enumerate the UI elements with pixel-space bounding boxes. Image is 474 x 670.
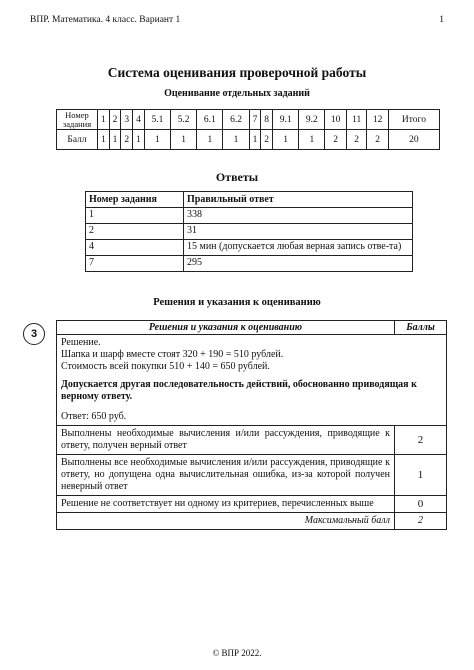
task-cell: 4 xyxy=(133,110,145,130)
task-cell: 5.2 xyxy=(171,110,197,130)
answers-header-answer: Правильный ответ xyxy=(184,192,413,208)
criterion-row xyxy=(57,496,447,513)
page-footer: © ВПР 2022. xyxy=(212,648,262,658)
criterion-points: 2 xyxy=(395,426,447,455)
solution-header-points: Баллы xyxy=(395,321,447,335)
points-cell: 1 xyxy=(223,130,249,150)
table-row xyxy=(86,208,413,224)
points-cell: 1 xyxy=(171,130,197,150)
task-cell: 9.1 xyxy=(273,110,299,130)
table-row xyxy=(86,224,413,240)
points-cell: 2 xyxy=(325,130,346,150)
table-row xyxy=(86,256,413,272)
score-table-title: Оценивание отдельных заданий xyxy=(164,88,310,99)
task-cell: 3 xyxy=(121,110,133,130)
points-cell: 2 xyxy=(261,130,273,150)
table-row xyxy=(86,240,413,256)
solution-answer: Ответ: 650 руб. xyxy=(61,411,127,422)
points-cell: 1 xyxy=(299,130,325,150)
points-cell: 1 xyxy=(144,130,170,150)
solution-body-row xyxy=(57,335,447,426)
points-cell: 20 xyxy=(388,130,439,150)
points-cell: 2 xyxy=(367,130,388,150)
criterion-points: 1 xyxy=(395,455,447,496)
answer-task-number: 4 xyxy=(86,240,184,256)
solutions-title: Решения и указания к оцениванию xyxy=(153,297,321,308)
solution-body xyxy=(57,335,447,426)
max-score-label: Максимальный балл xyxy=(57,513,395,530)
answer-value: 31 xyxy=(184,224,413,240)
points-cell: 1 xyxy=(98,130,110,150)
answer-task-number: 1 xyxy=(86,208,184,224)
task-cell: 2 xyxy=(109,110,121,130)
document-title: Система оценивания проверочной работы xyxy=(107,65,367,80)
task-number-badge: 3 xyxy=(23,323,45,345)
task-cell: 11 xyxy=(346,110,367,130)
task-cell: 5.1 xyxy=(144,110,170,130)
task-cell: 8 xyxy=(261,110,273,130)
answers-header-task: Номер задания xyxy=(86,192,184,208)
score-table-row-label: Балл xyxy=(57,130,98,150)
header-text: ВПР. Математика. 4 класс. Вариант 1 xyxy=(30,15,181,25)
answer-value: 338 xyxy=(184,208,413,224)
score-table-points-row xyxy=(57,130,440,150)
answers-table xyxy=(85,191,413,272)
task-cell: 6.1 xyxy=(197,110,223,130)
criterion-points: 0 xyxy=(395,496,447,513)
answers-title: Ответы xyxy=(215,170,259,184)
task-cell: Итого xyxy=(388,110,439,130)
points-cell: 1 xyxy=(109,130,121,150)
max-score-value: 2 xyxy=(395,513,447,530)
criterion-row xyxy=(57,455,447,496)
criterion-row xyxy=(57,426,447,455)
answers-header-row xyxy=(86,192,413,208)
solution-label: Решение. xyxy=(61,337,101,348)
answer-value: 15 мин (допускается любая верная запись отве-та) xyxy=(184,240,413,256)
score-table-row-label: Номер задания xyxy=(57,110,98,130)
criterion-text: Решение не соответствует ни одному из критериев, перечисленных выше xyxy=(57,496,395,513)
solution-note: Допускается другая последовательность действий, обоснованно приводящая к верному ответу. xyxy=(61,379,417,402)
task-cell: 6.2 xyxy=(223,110,249,130)
criterion-text: Выполнены необходимые вычисления и/или рассуждения, приводящие к ответу, получен верный ответ xyxy=(57,426,395,455)
task-cell: 10 xyxy=(325,110,346,130)
points-cell: 1 xyxy=(133,130,145,150)
points-cell: 1 xyxy=(273,130,299,150)
answer-task-number: 2 xyxy=(86,224,184,240)
page-number: 1 xyxy=(439,15,444,25)
points-cell: 2 xyxy=(346,130,367,150)
score-table-task-row xyxy=(57,110,440,130)
solution-table xyxy=(56,320,447,530)
max-score-row xyxy=(57,513,447,530)
score-table xyxy=(56,109,440,150)
task-cell: 7 xyxy=(249,110,261,130)
task-cell: 1 xyxy=(98,110,110,130)
solution-header-text: Решения и указания к оцениванию xyxy=(57,321,395,335)
points-cell: 2 xyxy=(121,130,133,150)
task-cell: 9.2 xyxy=(299,110,325,130)
points-cell: 1 xyxy=(249,130,261,150)
page-header xyxy=(30,15,444,25)
answer-value: 295 xyxy=(184,256,413,272)
task-cell: 12 xyxy=(367,110,388,130)
solution-step: Шапка и шарф вместе стоят 320 + 190 = 510 рублей. xyxy=(61,349,284,360)
points-cell: 1 xyxy=(197,130,223,150)
answer-task-number: 7 xyxy=(86,256,184,272)
solution-header-row xyxy=(57,321,447,335)
solution-step: Стоимость всей покупки 510 + 140 = 650 рублей. xyxy=(61,361,270,372)
criterion-text: Выполнены все необходимые вычисления и/или рассуждения, приводящие к ответу, но допущена одна вычислительная ошибка, из-за которой получен неверный ответ xyxy=(57,455,395,496)
